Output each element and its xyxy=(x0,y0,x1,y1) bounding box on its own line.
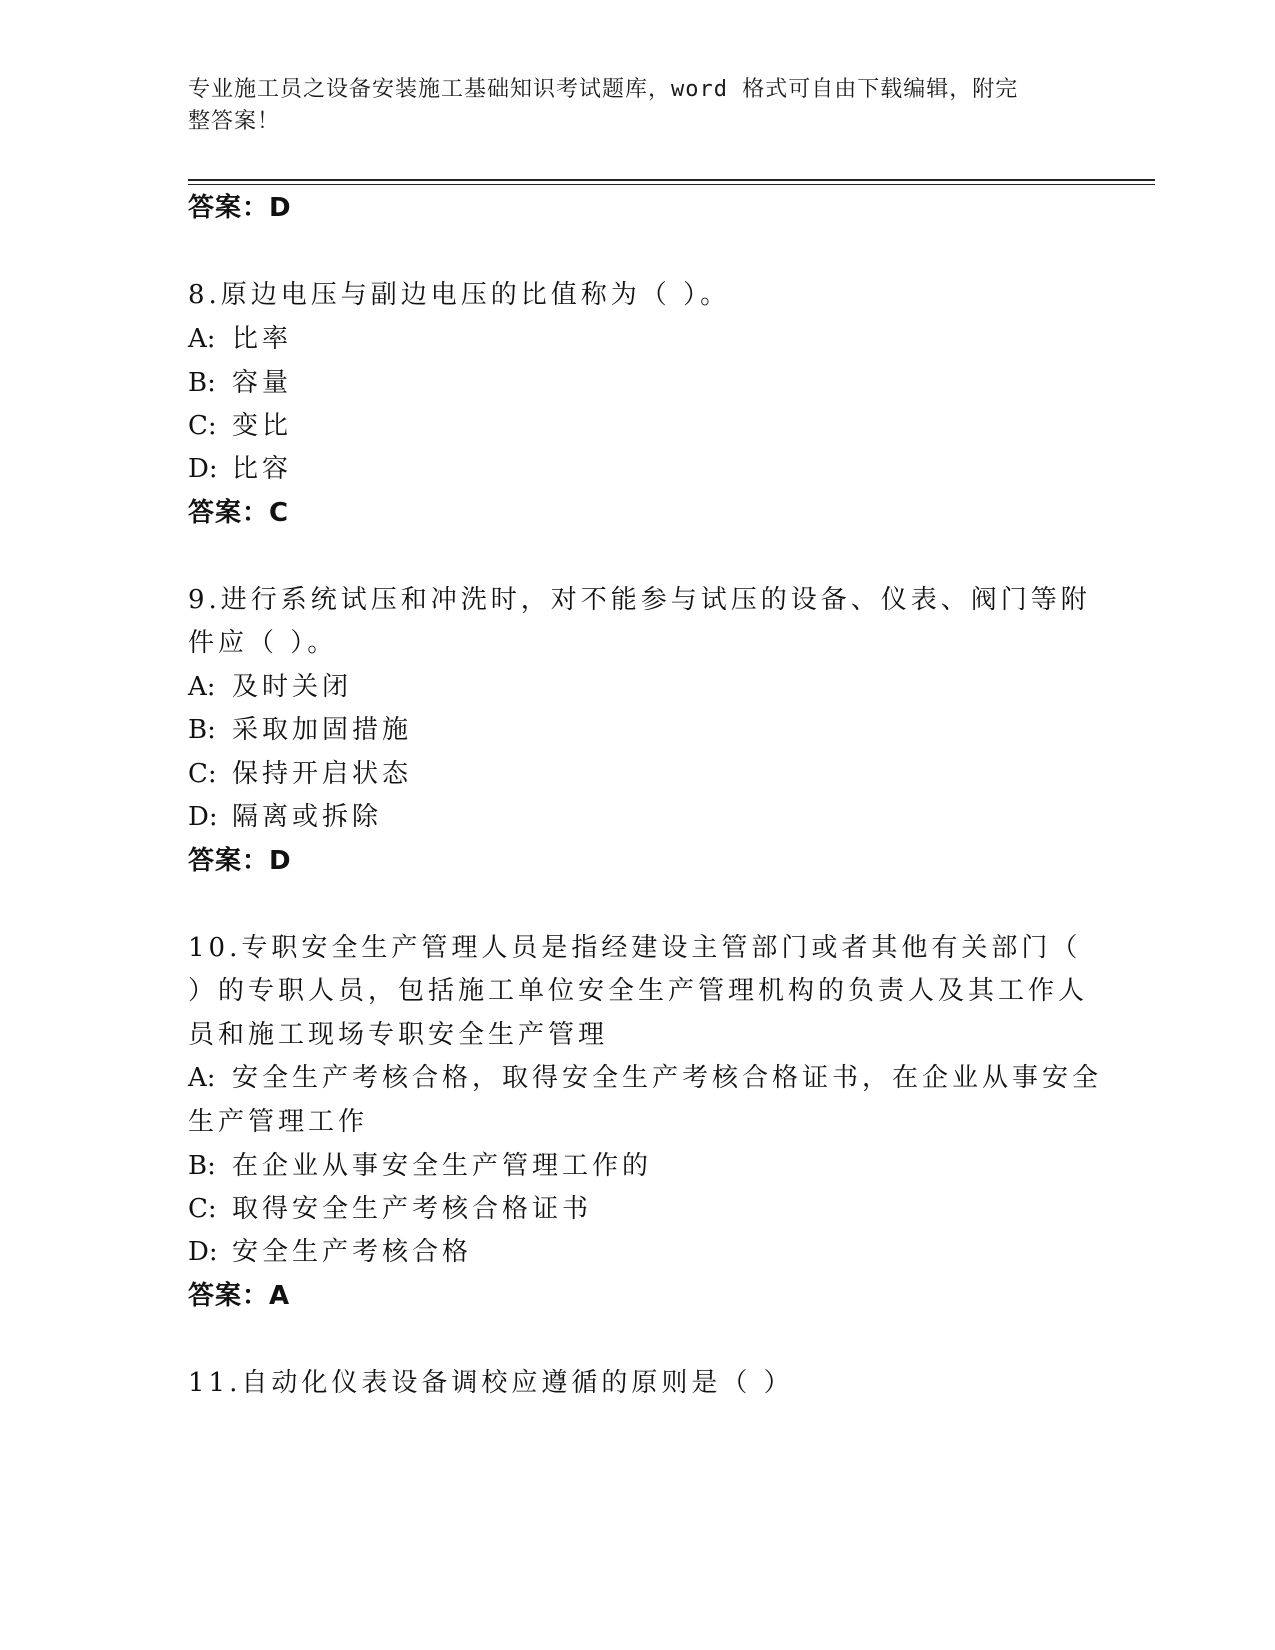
question-10-stem-line-3: 员和施工现场专职安全生产管理 xyxy=(188,1020,609,1050)
option-letter: C: xyxy=(188,411,217,441)
option-text: 及时关闭 xyxy=(232,672,353,702)
question-10-stem-line-1: 10.专职安全生产管理人员是指经建设主管部门或者其他有关部门（ xyxy=(188,933,1082,963)
question-8-option-c xyxy=(188,405,292,442)
option-letter: B: xyxy=(188,368,216,398)
option-letter: D: xyxy=(188,1237,218,1267)
question-9-stem-line-2: 件应（ ）。 xyxy=(188,628,338,658)
question-9-option-a xyxy=(188,666,352,703)
question-9-stem-line-1: 9.进行系统试压和冲洗时，对不能参与试压的设备、仪表、阀门等附 xyxy=(188,585,1091,615)
question-10-option-b xyxy=(188,1145,652,1182)
question-10-option-d xyxy=(188,1231,472,1268)
option-letter: D: xyxy=(188,454,218,484)
question-8-option-b xyxy=(188,362,292,399)
question-10-stem-line-2: ）的专职人员，包括施工单位安全生产管理机构的负责人及其工作人 xyxy=(188,976,1089,1006)
question-10-option-c xyxy=(188,1188,592,1225)
question-9-option-d xyxy=(188,796,382,833)
answer-q7: 答案：D xyxy=(188,193,292,223)
answer-q10: 答案：A xyxy=(188,1281,291,1311)
document-header xyxy=(188,74,1068,138)
option-letter: B: xyxy=(188,715,216,745)
option-letter: C: xyxy=(188,1194,217,1224)
option-text: 保持开启状态 xyxy=(232,759,413,789)
header-line-1: 专业施工员之设备安装施工基础知识考试题库，word 格式可自由下载编辑，附完 xyxy=(188,77,1019,102)
option-text: 比容 xyxy=(232,454,293,484)
option-text: 安全生产考核合格，取得安全生产考核合格证书，在企业从事安全 xyxy=(232,1063,1103,1093)
question-8-option-a xyxy=(188,318,292,355)
header-divider-thick xyxy=(188,179,1155,181)
option-letter: A: xyxy=(188,324,216,354)
question-8-stem: 8.原边电压与副边电压的比值称为（ ）。 xyxy=(188,280,731,310)
option-letter: C: xyxy=(188,759,217,789)
question-8-option-d xyxy=(188,448,292,485)
option-text: 在企业从事安全生产管理工作的 xyxy=(232,1151,653,1181)
answer-q8: 答案：C xyxy=(188,498,290,528)
option-letter: A: xyxy=(188,672,216,702)
header-line-2: 整答案！ xyxy=(188,109,281,134)
option-letter: B: xyxy=(188,1151,216,1181)
option-text: 取得安全生产考核合格证书 xyxy=(232,1194,593,1224)
option-letter: D: xyxy=(188,802,218,832)
question-9-option-c xyxy=(188,753,412,790)
option-text: 变比 xyxy=(232,411,293,441)
header-divider-thin xyxy=(188,184,1155,185)
option-text: 采取加固措施 xyxy=(232,715,413,745)
question-10-option-a xyxy=(188,1057,1102,1094)
option-text: 比率 xyxy=(232,324,293,354)
option-text: 隔离或拆除 xyxy=(232,802,383,832)
question-11-stem: 11.自动化仪表设备调校应遵循的原则是（ ） xyxy=(188,1368,794,1398)
answer-q9: 答案：D xyxy=(188,846,292,876)
question-10-option-a-continued: 生产管理工作 xyxy=(188,1107,369,1137)
option-text: 容量 xyxy=(232,368,293,398)
option-text: 安全生产考核合格 xyxy=(232,1237,473,1267)
question-9-option-b xyxy=(188,709,412,746)
option-letter: A: xyxy=(188,1063,216,1093)
